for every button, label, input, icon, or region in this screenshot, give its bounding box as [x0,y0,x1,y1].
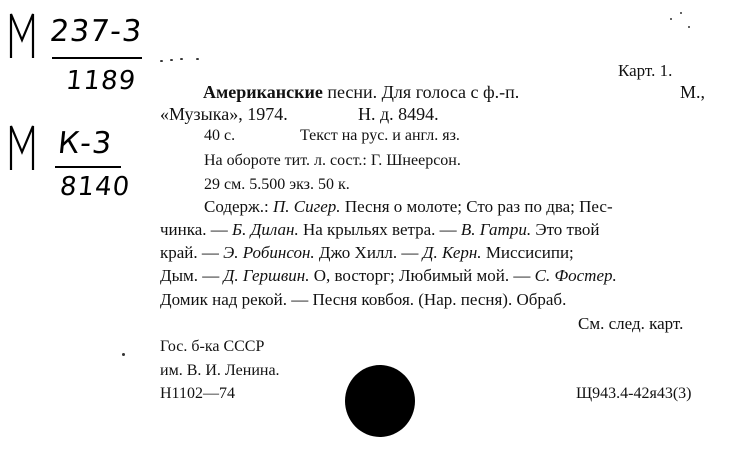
contents-titles: Миссисипи; [485,243,574,262]
contents-author: В. Гатри. [460,220,532,239]
contents-titles: чинка. — [160,220,228,239]
shelfmark-1-number: 1189 [64,66,138,96]
stray-mark [122,353,125,356]
compiler-note: На обороте тит. л. сост.: Г. Шнеерсон. [204,152,461,169]
publisher: «Музыка», 1974. [160,104,288,124]
stray-mark [670,18,672,20]
stray-mark [160,60,163,62]
title-rest: песни. Для голоса с ф.-п. [327,82,520,102]
shelfmark-2-number: 8140 [58,172,132,202]
contents-author: Д. Гершвин. [223,266,310,285]
contents-author: П. Сигер. [273,197,341,216]
contents-author: С. Фостер. [534,266,617,285]
text-language: Текст на рус. и англ. яз. [300,127,460,144]
publication-place: М., [680,82,706,102]
contents-author: Д. Керн. [422,243,482,262]
shelfmark-1-code: 237-3 [48,14,145,49]
contents-titles: край. — [160,243,219,262]
contents-titles: О, восторг; Любимый мой. — [313,266,531,285]
classification-code: Щ943.4-42я43(3) [576,385,692,402]
shelfmark-2-divider [55,166,121,168]
stray-mark [680,12,682,14]
title-line [203,82,519,102]
contents-titles: Песня о молоте; Сто раз по два; Пес- [344,197,613,216]
contents-line-4 [160,266,617,286]
contents-author: Э. Робинсон. [223,243,315,262]
contents-line-1 [204,197,613,217]
order-number: Н1102—74 [160,385,235,402]
contents-author: Б. Дилан. [232,220,299,239]
size-edition: 29 см. 5.500 экз. 50 к. [204,176,350,193]
stray-mark [180,58,183,60]
contents-titles: Дым. — [160,266,220,285]
contents-titles: На крыльях ветра. — [302,220,457,239]
contents-titles: Домик над рекой. — Песня ковбоя. (Нар. песня). Обраб. [160,290,567,309]
library-name-2: им. В. И. Ленина. [160,362,280,379]
stray-mark [196,58,199,60]
shelfmark-1-letter-mark [8,10,36,58]
pages: 40 с. [204,127,236,144]
title-main: Американские [203,82,323,102]
contents-line-5 [160,290,566,310]
price-code: Н. д. 8494. [358,104,439,124]
contents-titles: Это твой [535,220,600,239]
stray-mark [170,59,173,61]
contents-line-2 [160,220,599,240]
contents-line-3 [160,243,574,263]
shelfmark-2-code: К-3 [56,126,115,161]
stray-mark [688,26,690,28]
shelfmark-1-divider [52,57,142,59]
contents-titles: Джо Хилл. — [318,243,419,262]
shelfmark-2-letter-mark [8,122,36,170]
card-number: Карт. 1. [618,61,673,80]
contents-label: Содерж.: [204,197,269,216]
library-name: Гос. б-ка СССР [160,338,265,355]
punch-hole [345,365,415,437]
see-next-card: См. след. карт. [578,314,684,333]
